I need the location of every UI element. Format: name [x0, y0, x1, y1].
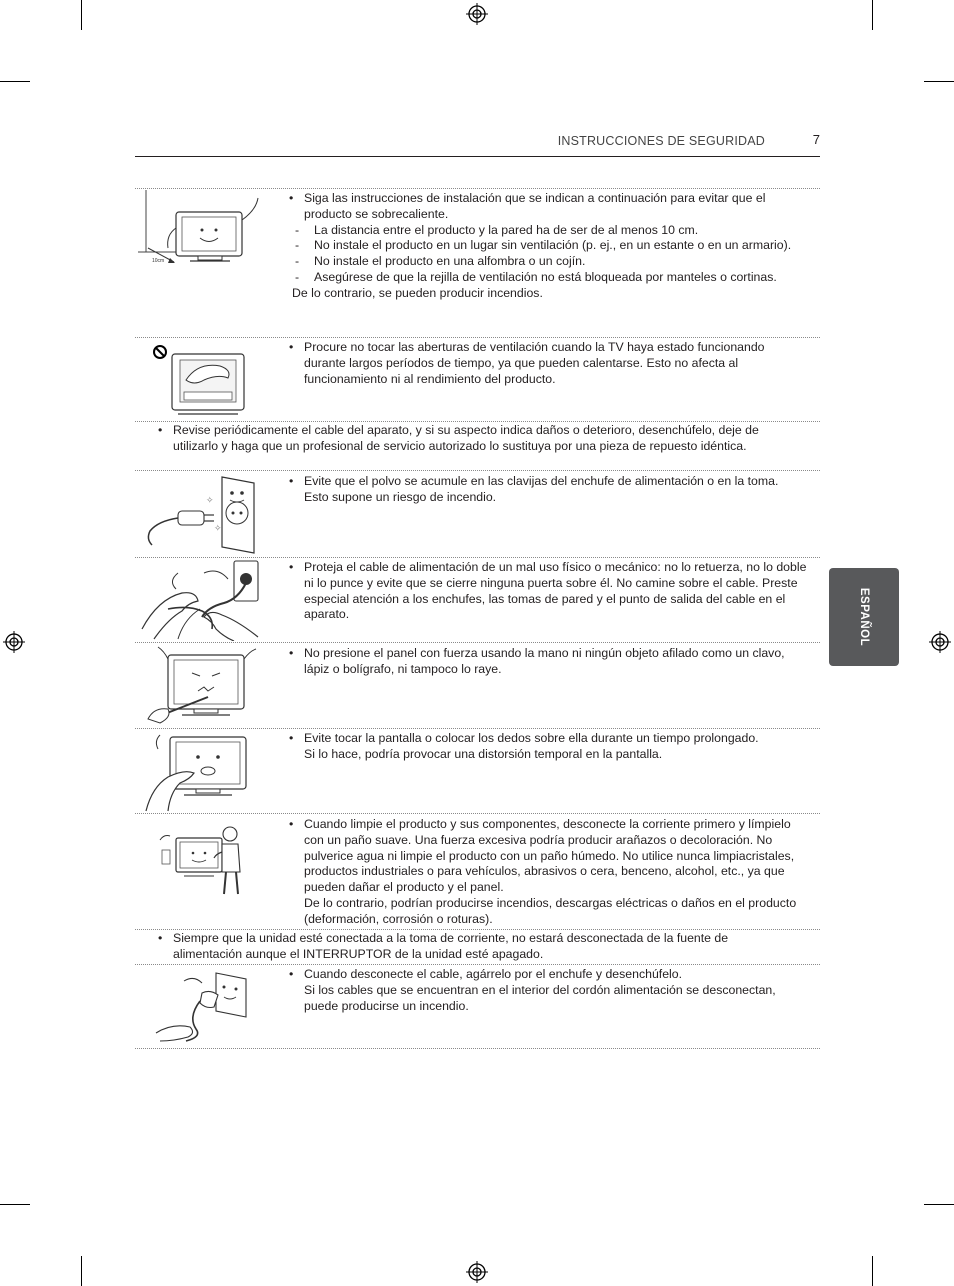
crop-mark: [872, 1256, 873, 1286]
bullet-text: • Cuando limpie el producto y sus componentes, desconecte la corriente primero y límpielo con un paño suave. Una fuerza excesiva podría producir arañazos o decoloración. No pulverice agua ni limpie el producto con un paño húmedo. No utilice nunca limpiacristales, productos industriales o para vehículos, abrasivos o cera, benceno, alcohol, etc., ya que pueden dañar el producto y el panel.: [287, 817, 807, 896]
bullet-text: • Cuando desconecte el cable, agárrelo por el enchufe y desenchúfelo.: [287, 967, 807, 983]
extra-text: Esto supone un riesgo de incendio.: [304, 489, 497, 504]
hot-vents-illustration: [138, 340, 268, 420]
bullet-text: • Proteja el cable de alimentación de un mal uso físico o mecánico: no lo retuerza, no lo doble ni lo punce y evite que se cierre ninguna puerta sobre él. No camine sobre el cable. Preste especial atención a los enchufes, las tomas de pared y el punto de salida del cable en el aparato.: [287, 560, 807, 623]
crop-mark: [872, 0, 873, 30]
crop-mark: [924, 81, 954, 82]
cable-twist-illustration: [138, 559, 268, 641]
panel-press-illustration: [138, 645, 268, 727]
row-divider: [135, 188, 820, 189]
extra-text: Si lo hace, podría provocar una distorsión temporal en la pantalla.: [304, 746, 663, 761]
registration-mark-icon: [3, 631, 25, 653]
bullet-text: • Evite tocar la pantalla o colocar los dedos sobre ella durante un tiempo prolongado.: [287, 731, 807, 747]
section-panel-press: [287, 646, 807, 678]
section-plug-dust: [287, 474, 807, 506]
section-cable-inspection: [156, 423, 796, 455]
section-title: INSTRUCCIONES DE SEGURIDAD: [557, 134, 765, 148]
section-power-switch: [156, 931, 796, 963]
section-unplug: [287, 967, 807, 1014]
registration-mark-icon: [929, 631, 951, 653]
bullet-text: • Procure no tocar las aberturas de ventilación cuando la TV haya estado funcionando durante largos períodos de tiempo, ya que pueden calentarse. Esto no afecta al funcionamiento ni al rendimiento del producto.: [287, 340, 807, 387]
page-header: [135, 130, 820, 157]
row-divider: [135, 337, 820, 338]
registration-mark-icon: [466, 1261, 488, 1283]
section-cable-protect: [287, 560, 807, 623]
cleaning-illustration: [138, 820, 268, 898]
distance-label: 10cm: [152, 258, 165, 264]
plug-dust-illustration: [138, 473, 268, 555]
bullet-text: • No presione el panel con fuerza usando la mano ni ningún objeto afilado como un clavo, lápiz o bolígrafo, ni tampoco lo raye.: [287, 646, 807, 678]
svg-text:✧: ✧: [214, 523, 222, 533]
svg-text:✧: ✧: [206, 495, 214, 505]
crop-mark: [0, 1204, 30, 1205]
row-divider: [135, 642, 820, 643]
language-tab-label: ESPAÑOL: [858, 587, 870, 647]
row-divider: [135, 728, 820, 729]
tv-wall-distance-illustration: [138, 190, 268, 270]
registration-mark-icon: [466, 3, 488, 25]
row-divider: [135, 470, 820, 471]
extra-text: Si los cables que se encuentran en el interior del cordón alimentación se desconectan, puede producirse un incendio.: [304, 982, 776, 1013]
section-screen-touch: [287, 731, 807, 763]
row-divider: [135, 929, 820, 930]
section-cleaning: [287, 817, 807, 928]
row-divider: [135, 1048, 820, 1049]
dash-item: - La distancia entre el producto y la pared ha de ser de al menos 10 cm.: [287, 223, 807, 239]
dash-item: - No instale el producto en un lugar sin ventilación (p. ej., en un estante o en un armario).: [287, 238, 807, 254]
crop-mark: [924, 1204, 954, 1205]
unplug-illustration: [138, 967, 268, 1047]
bullet-text: • Siga las instrucciones de instalación que se indican a continuación para evitar que el producto se sobrecaliente.: [287, 191, 807, 223]
row-divider: [135, 421, 820, 422]
screen-touch-illustration: [138, 731, 268, 813]
bullet-text: • Evite que el polvo se acumule en las clavijas del enchufe de alimentación o en la toma.: [287, 474, 807, 490]
bullet-text: • Revise periódicamente el cable del aparato, y si su aspecto indica daños o deterioro, desenchúfelo, deje de utilizarlo y haga que un profesional de servicio autorizado lo sustituya por una pieza de repuesto idéntica.: [156, 423, 796, 455]
section-ventilation-install: [287, 191, 807, 302]
bullet-text: • Siempre que la unidad esté conectada a la toma de corriente, no estará desconectada de la fuente de alimentación aunque el INTERRUPTOR de la unidad esté apagado.: [156, 931, 796, 963]
row-divider: [135, 557, 820, 558]
row-divider: [135, 813, 820, 814]
dash-item: - Asegúrese de que la rejilla de ventilación no está bloqueada por manteles o cortinas.: [287, 270, 807, 286]
extra-text: De lo contrario, podrían producirse incendios, descargas eléctricas o daños en el producto (deformación, corrosión o roturas).: [304, 895, 797, 926]
crop-mark: [81, 1256, 82, 1286]
language-tab: [829, 568, 899, 666]
dash-item: - No instale el producto en una alfombra o un cojín.: [287, 254, 807, 270]
note-text: De lo contrario, se pueden producir incendios.: [292, 285, 543, 300]
page-number: 7: [812, 132, 820, 147]
section-vent-heat: [287, 340, 807, 387]
crop-mark: [0, 81, 30, 82]
crop-mark: [81, 0, 82, 30]
row-divider: [135, 964, 820, 965]
